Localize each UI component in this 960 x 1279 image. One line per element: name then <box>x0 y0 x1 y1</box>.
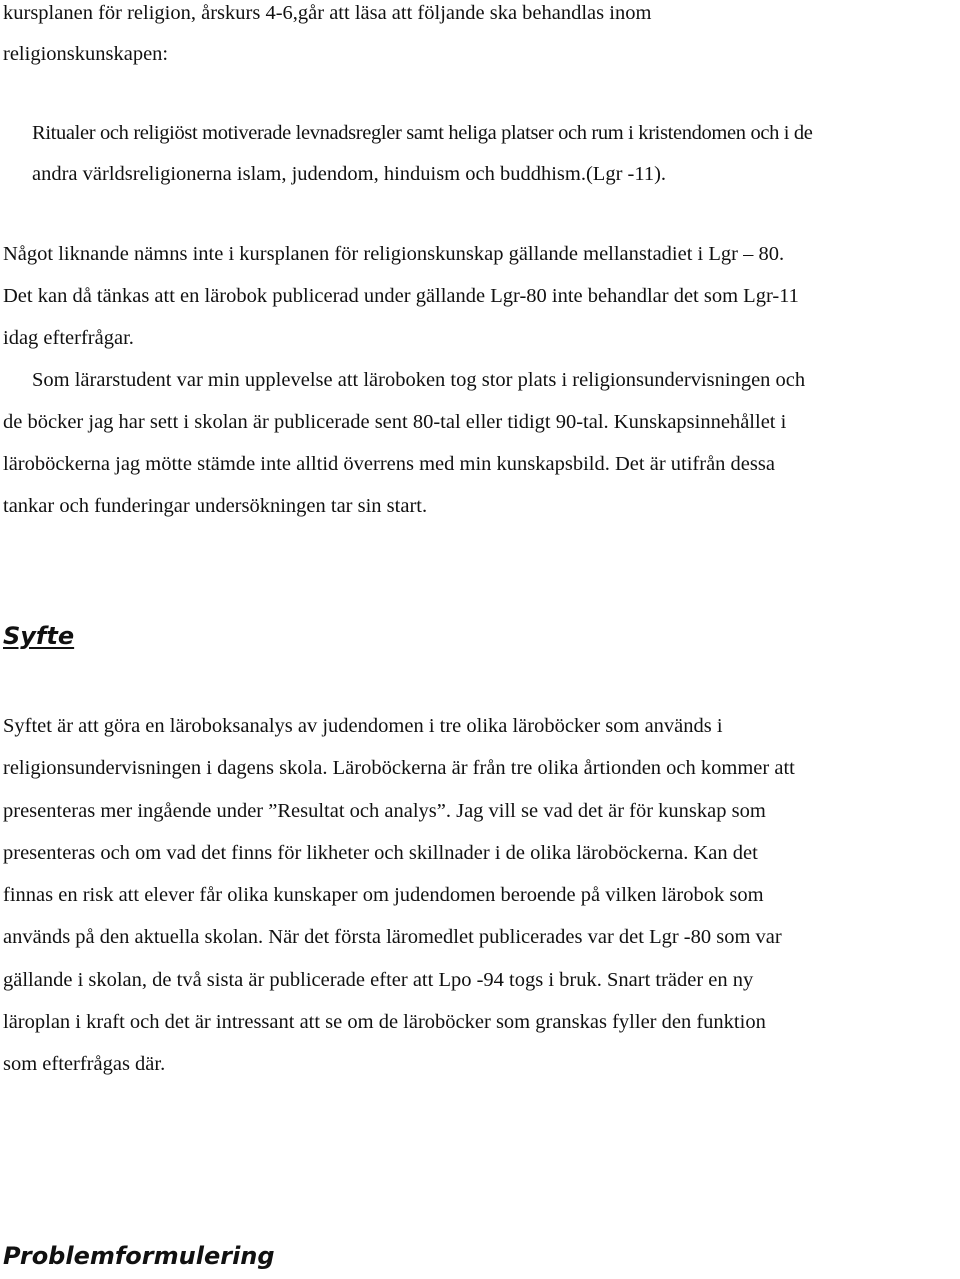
text-line: idag efterfrågar. <box>3 327 134 349</box>
text-line: presenteras och om vad det finns för likheter och skillnader i de olika läroböckerna. Kan det <box>3 841 758 864</box>
curriculum-quote <box>32 113 952 195</box>
text-line: de böcker jag har sett i skolan är publicerade sent 80-tal eller tidigt 90-tal. Kunskapsinnehållet i <box>3 411 787 433</box>
text-line: Syftet är att göra en läroboksanalys av judendomen i tre olika läroböcker som används i <box>3 715 723 737</box>
text-line: Det kan då tänkas att en lärobok publicerad under gällande Lgr-80 inte behandlar det som Lgr-11 <box>3 285 799 307</box>
comparison-paragraph <box>3 233 952 359</box>
text-line: religionsundervisningen i dagens skola. Läroböckerna är från tre olika årtionden och kommer att <box>3 757 795 780</box>
experience-paragraph <box>3 359 952 527</box>
syfte-paragraph <box>3 705 952 1086</box>
text-line: religionskunskapen: <box>3 43 169 65</box>
text-line: som efterfrågas där. <box>3 1053 166 1076</box>
text-line: kursplanen för religion, årskurs 4-6,går att läsa att följande ska behandlas inom <box>3 2 652 24</box>
text-line: Ritualer och religiöst motiverade levnadsregler samt heliga platser och rum i kristendomen och i de <box>32 122 813 144</box>
section-heading-problemformulering: Problemformulering <box>3 1242 275 1270</box>
text-line: används på den aktuella skolan. När det första läromedlet publicerades var det Lgr -80 som var <box>3 926 782 949</box>
section-heading-syfte: Syfte <box>3 622 75 650</box>
text-line: Något liknande nämns inte i kursplanen för religionskunskap gällande mellanstadiet i Lgr – 80. <box>3 243 785 265</box>
text-line: presenteras mer ingående under ”Resultat och analys”. Jag vill se vad det är för kunskap som <box>3 799 766 822</box>
text-line: läroböckerna jag mötte stämde inte alltid överrens med min kunskapsbild. Det är utifrån dessa <box>3 453 775 475</box>
text-line: Som lärarstudent var min upplevelse att läroboken tog stor plats i religionsundervisningen och <box>32 369 806 391</box>
intro-paragraph <box>3 0 952 75</box>
text-line: andra världsreligionerna islam, judendom, hinduism och buddhism.(Lgr -11). <box>32 163 667 185</box>
text-line: gällande i skolan, de två sista är publicerade efter att Lpo -94 togs i bruk. Snart träder en ny <box>3 968 754 991</box>
text-line: tankar och funderingar undersökningen tar sin start. <box>3 495 428 517</box>
text-line: läroplan i kraft och det är intressant att se om de läroböcker som granskas fyller den funktion <box>3 1011 766 1034</box>
text-line: finnas en risk att elever får olika kunskaper om judendomen beroende på vilken lärobok som <box>3 884 764 907</box>
